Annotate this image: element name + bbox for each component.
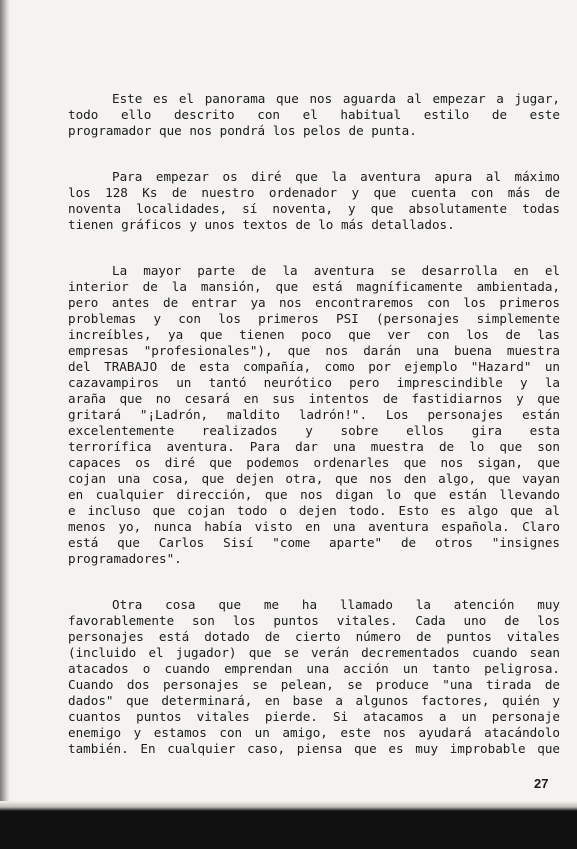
text-line: Este es el panorama que nos aguarda al empezar a jugar, [112, 91, 560, 106]
text-line: La mayor parte de la aventura se desarrolla en el [112, 263, 560, 278]
text-line: también. En cualquier caso, piensa que es muy improbable que [68, 741, 560, 756]
text-line: Para empezar os diré que la aventura apura al máximo [112, 169, 560, 184]
text-line: interior de la mansión, que está magníficamente ambientada, [68, 279, 560, 294]
text-line: favorablemente son los puntos vitales. Cada uno de los [68, 613, 560, 628]
text-line: cuantos puntos vitales pierde. Si atacamos a un personaje [68, 709, 560, 724]
scan-bottom-edge [0, 807, 577, 849]
text-line: cazavampiros un tantó neurótico pero imprescindible y la [68, 375, 560, 390]
text-line: problemas y con los primeros PSI (personajes simplemente [68, 311, 560, 326]
text-line: todo ello descrito con el habitual estilo de este [68, 107, 560, 122]
text-line: (incluido el jugador) que se verán decrementados cuando sean [68, 645, 560, 660]
paragraph-4 [68, 597, 560, 757]
text-line: increíbles, ya que tienen poco que ver con los de las [68, 327, 560, 342]
text-line: araña que no cesará en sus intentos de fastidiarnos y que [68, 391, 560, 406]
text-line: noventa localidades, sí noventa, y que absolutamente todas [68, 201, 560, 216]
text-line: pero antes de entrar ya nos encontraremos con los primeros [68, 295, 560, 310]
body-text [68, 91, 560, 757]
text-line: programador que nos pondrá los pelos de punta. [68, 123, 417, 138]
paragraph-3 [68, 263, 560, 567]
text-line: menos yo, nunca había visto en una aventura española. Claro [68, 519, 560, 534]
text-line: tienen gráficos y unos textos de lo más detallados. [68, 217, 455, 232]
text-line: gritará "¡Ladrón, maldito ladrón!". Los personajes están [68, 407, 560, 422]
page-number: 27 [534, 776, 549, 791]
text-line: los 128 Ks de nuestro ordenador y que cuenta con más de [68, 185, 560, 200]
binding-shadow [0, 0, 10, 849]
text-line: cojan una cosa, que dejen otra, que nos den algo, que vayan [68, 471, 560, 486]
text-line: capaces os diré que podemos ordenarles que nos sigan, que [68, 455, 560, 470]
text-line: en cualquier dirección, que nos digan lo que están llevando [68, 487, 560, 502]
text-line: está que Carlos Sisí "come aparte" de otros "insignes [68, 535, 560, 550]
text-line: del TRABAJO de esta compañía, como por ejemplo "Hazard" un [68, 359, 560, 374]
paragraph-1 [68, 91, 560, 139]
paragraph-2 [68, 169, 560, 233]
text-line: empresas "profesionales"), que nos darán una buena muestra [68, 343, 560, 358]
text-line: e incluso que cojan todo o dejen todo. Esto es algo que al [68, 503, 560, 518]
text-line: terrorífica aventura. Para dar una muestra de lo que son [68, 439, 560, 454]
text-line: atacados o cuando emprendan una acción un tanto peligrosa. [68, 661, 560, 676]
text-line: dados" que determinará, en base a algunos factores, quién y [68, 693, 560, 708]
text-line: Otra cosa que me ha llamado la atención muy [112, 597, 560, 612]
text-line: enemigo y estamos con un amigo, este nos ayudará atacándolo [68, 725, 560, 740]
text-line: excelentemente realizados y sobre ellos gira esta [68, 423, 560, 438]
text-line: personajes está dotado de cierto número de puntos vitales [68, 629, 560, 644]
text-line: Cuando dos personajes se pelean, se produce "una tirada de [68, 677, 560, 692]
text-line: programadores". [68, 551, 182, 566]
